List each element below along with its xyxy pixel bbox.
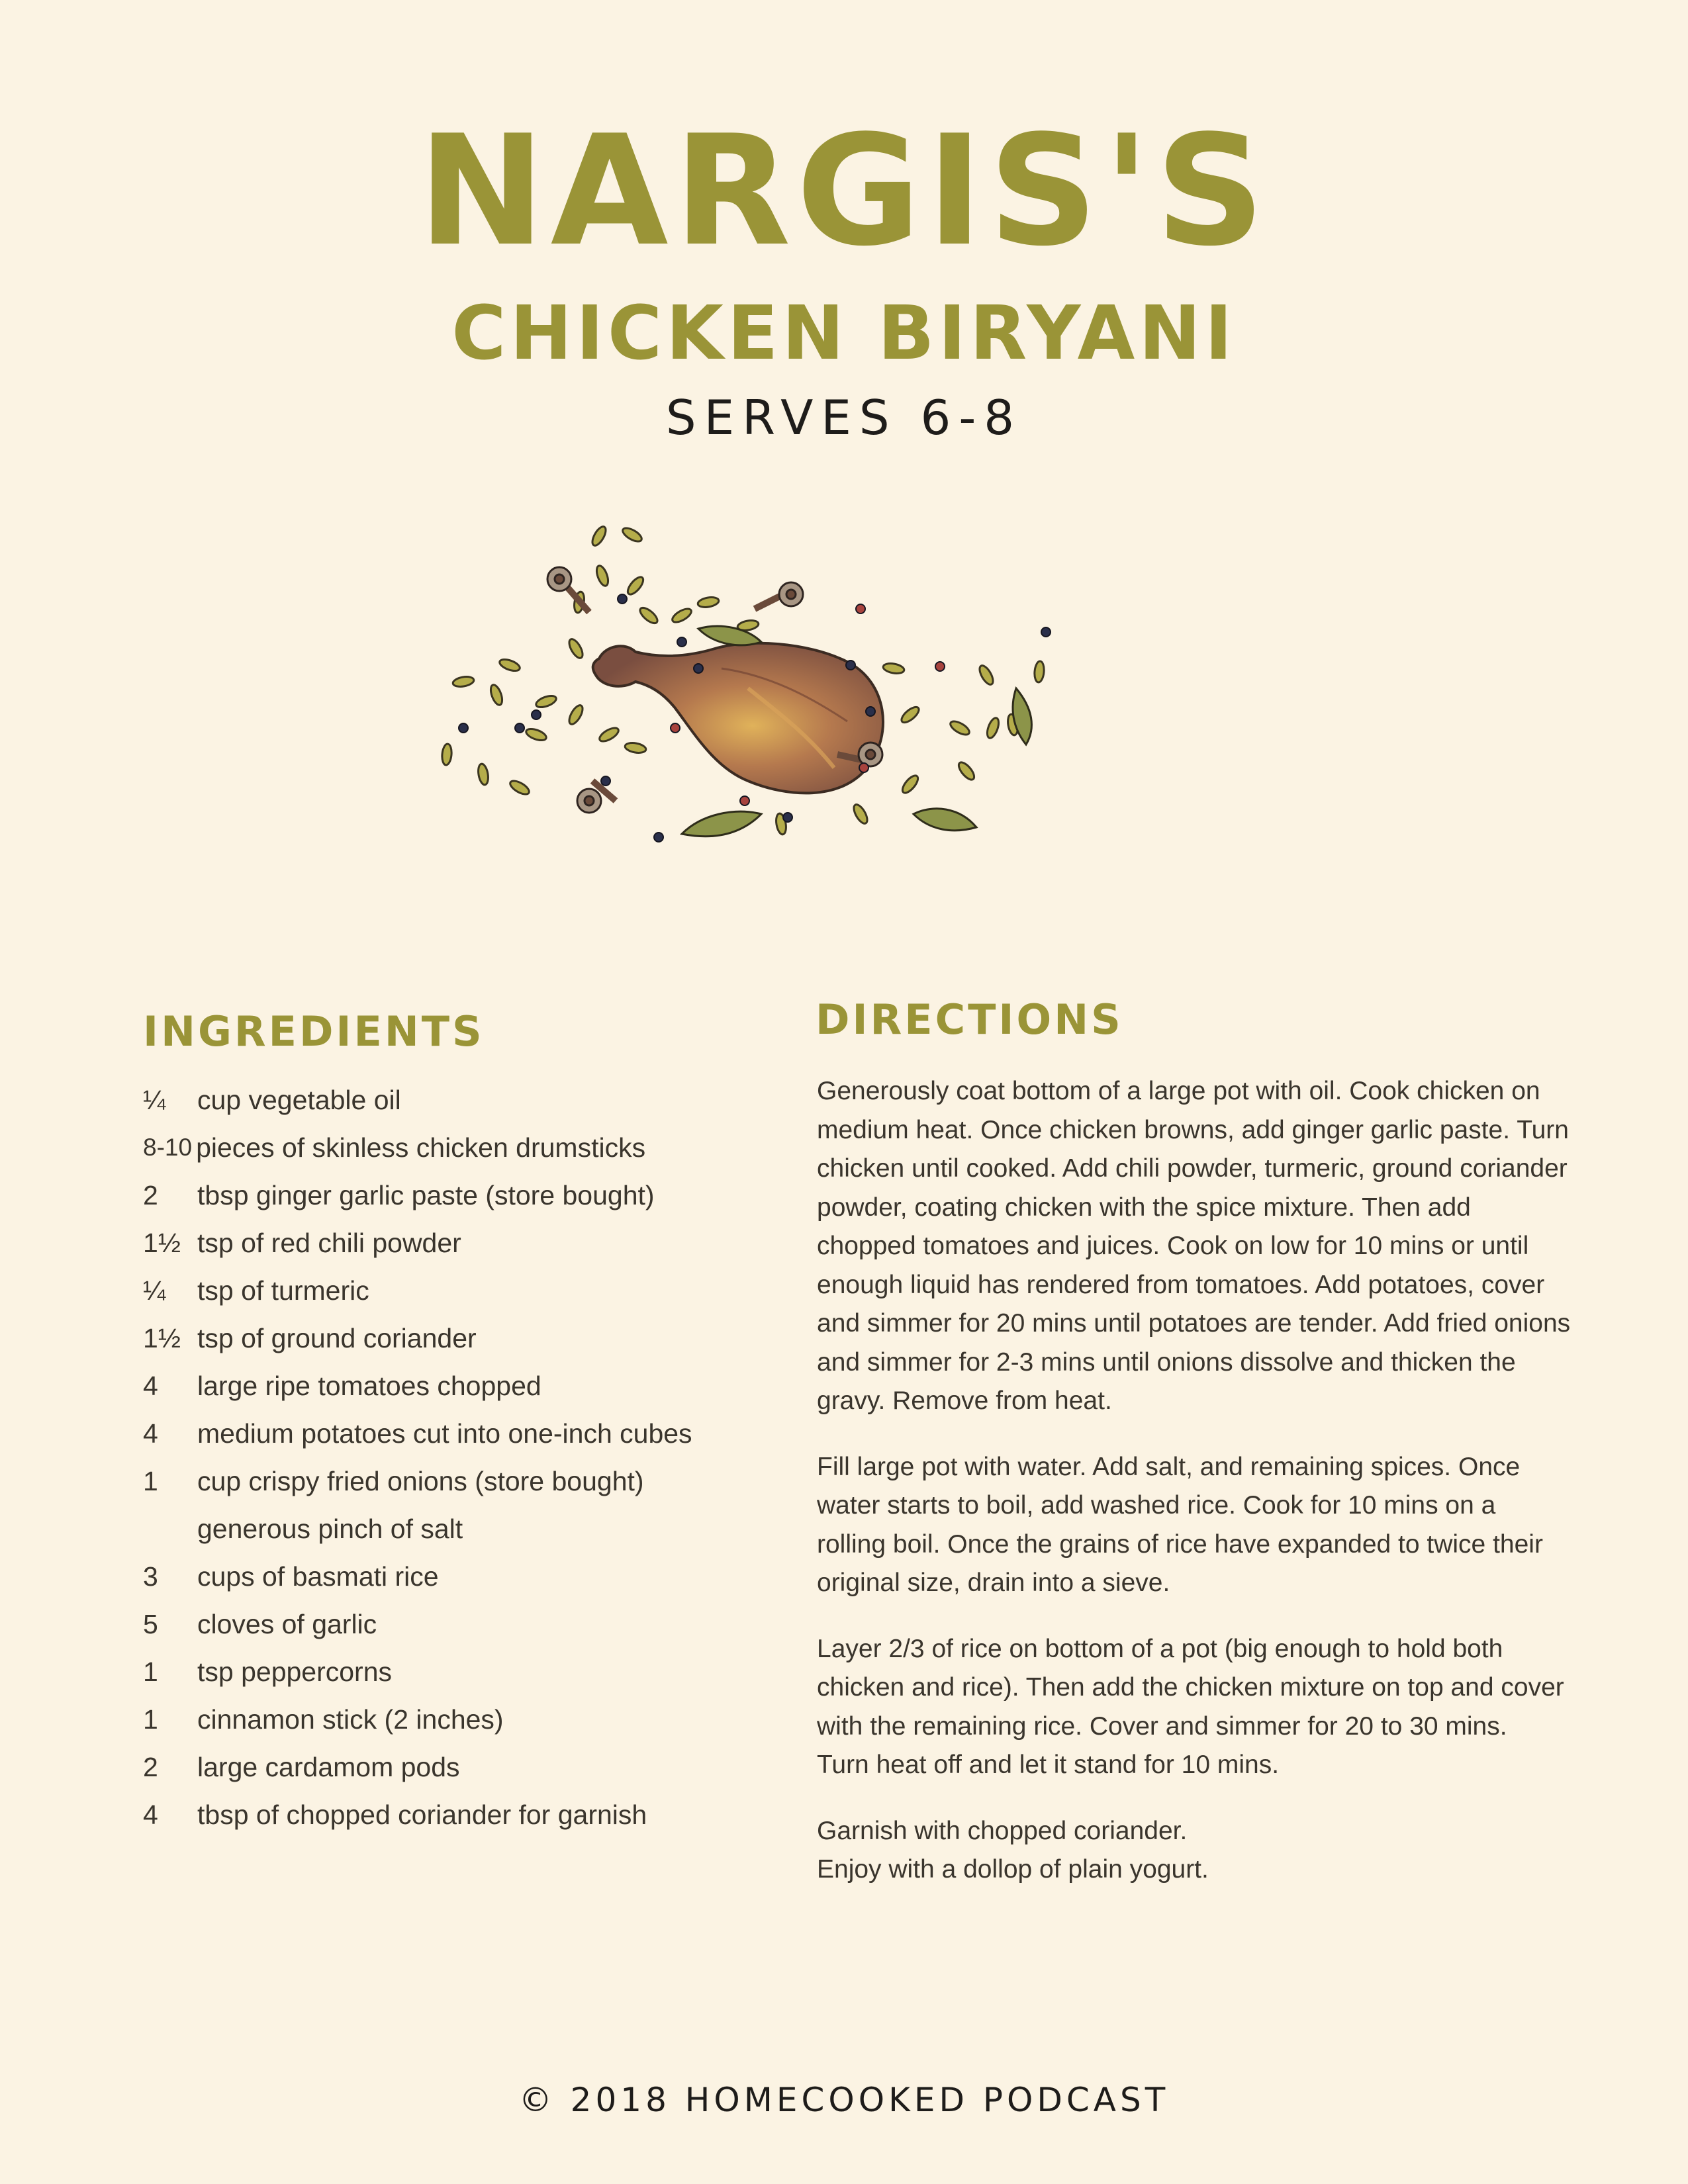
direction-paragraph: Fill large pot with water. Add salt, and remaining spices. Once water starts to boil, add washed rice. Cook for 10 mins on a rolling boil. Once the grains of rice have expanded to twice their original size, drain into a sieve. — [817, 1452, 1543, 1597]
ingredient-quantity: 4 — [143, 1799, 158, 1830]
ingredient-text: tbsp of chopped coriander for garnish — [197, 1799, 647, 1830]
directions-body — [817, 1072, 1585, 1917]
ingredient-quantity: 4 — [143, 1418, 158, 1449]
ingredient-quantity: 3 — [143, 1561, 158, 1592]
ingredient-text: tbsp ginger garlic paste (store bought) — [197, 1179, 655, 1210]
ingredient-item — [143, 1076, 739, 1124]
ingredient-quantity: 1½ — [143, 1227, 181, 1258]
ingredient-quantity: 2 — [143, 1179, 158, 1210]
ingredient-text: medium potatoes cut into one-inch cubes — [197, 1418, 692, 1449]
ingredient-item — [143, 1457, 739, 1505]
direction-paragraph: Garnish with chopped coriander. Enjoy with a dollop of plain yogurt. — [817, 1816, 1209, 1884]
ingredient-item — [143, 1267, 739, 1314]
ingredient-item — [143, 1553, 739, 1600]
ingredients-list — [143, 1076, 739, 1839]
ingredient-text: cup crispy fried onions (store bought) — [197, 1465, 644, 1496]
ingredient-quantity: 5 — [143, 1608, 158, 1639]
ingredient-text: cloves of garlic — [197, 1608, 377, 1639]
ingredient-text: tsp peppercorns — [197, 1656, 393, 1687]
ingredient-item — [143, 1171, 739, 1219]
ingredient-quantity: ¼ — [143, 1275, 166, 1306]
ingredient-quantity: 1 — [143, 1465, 158, 1496]
recipe-title: NARGIS'S — [418, 103, 1270, 280]
ingredient-item — [143, 1410, 739, 1457]
footer-copyright: © 2018 HOMECOOKED PODCAST — [518, 2081, 1170, 2119]
ingredient-text: pieces of skinless chicken drumsticks — [196, 1132, 646, 1163]
ingredient-quantity: 4 — [143, 1370, 158, 1401]
ingredient-text: generous pinch of salt — [197, 1513, 463, 1544]
ingredient-text: large cardamom pods — [197, 1751, 460, 1782]
recipe-subtitle: CHICKEN BIRYANI — [451, 291, 1237, 377]
ingredient-item — [143, 1314, 739, 1362]
direction-paragraph: Generously coat bottom of a large pot with oil. Cook chicken on medium heat. Once chicken browns, add ginger garlic paste. Turn chicken until cooked. Add chili powder, turmeric, ground coriander powder, coating chicken with the spice mixture. Then add chopped tomatoes and juices. Cook on low for 10 mins or until enough liquid has rendered from tomatoes. Add potatoes, cover and simmer for 20 mins until potatoes are tender. Add fried onions and simmer for 2-3 mins until onions dissolve and thicken the gravy. Remove from heat. — [817, 1077, 1571, 1415]
ingredient-quantity: 1 — [143, 1656, 158, 1687]
ingredient-item — [143, 1743, 739, 1791]
ingredient-item — [143, 1600, 739, 1648]
ingredient-text: cup vegetable oil — [197, 1084, 401, 1115]
ingredient-item — [143, 1505, 739, 1553]
ingredient-text: tsp of red chili powder — [197, 1227, 461, 1258]
ingredient-quantity: 8-10 — [143, 1134, 193, 1161]
direction-paragraph: Layer 2/3 of rice on bottom of a pot (big enough to hold both chicken and rice). Then add the chicken mixture on top and cover with the remaining rice. Cover and simmer for 20 to 30 mins. Turn heat off and let it stand for 10 mins. — [817, 1634, 1564, 1779]
ingredient-item — [143, 1219, 739, 1267]
ingredient-text: large ripe tomatoes chopped — [197, 1370, 541, 1401]
serves-label: SERVES 6-8 — [665, 390, 1023, 445]
ingredient-item — [143, 1791, 739, 1839]
ingredient-quantity: 1½ — [143, 1322, 181, 1353]
ingredient-text: cups of basmati rice — [197, 1561, 439, 1592]
ingredient-quantity: 1 — [143, 1704, 158, 1735]
chicken-drumstick-illustration — [437, 516, 1198, 900]
ingredient-text: tsp of turmeric — [197, 1275, 369, 1306]
ingredient-quantity: ¼ — [143, 1084, 166, 1115]
ingredient-item — [143, 1362, 739, 1410]
ingredient-quantity: 2 — [143, 1751, 158, 1782]
ingredients-heading: INGREDIENTS — [143, 1007, 485, 1056]
ingredient-text: tsp of ground coriander — [197, 1322, 477, 1353]
ingredient-text: cinnamon stick (2 inches) — [197, 1704, 504, 1735]
directions-heading: DIRECTIONS — [816, 995, 1123, 1044]
drumstick — [593, 643, 883, 794]
ingredient-item — [143, 1648, 739, 1696]
ingredient-item — [143, 1696, 739, 1743]
ingredient-item — [143, 1124, 739, 1171]
chicken-drumstick-icon — [437, 516, 1198, 900]
